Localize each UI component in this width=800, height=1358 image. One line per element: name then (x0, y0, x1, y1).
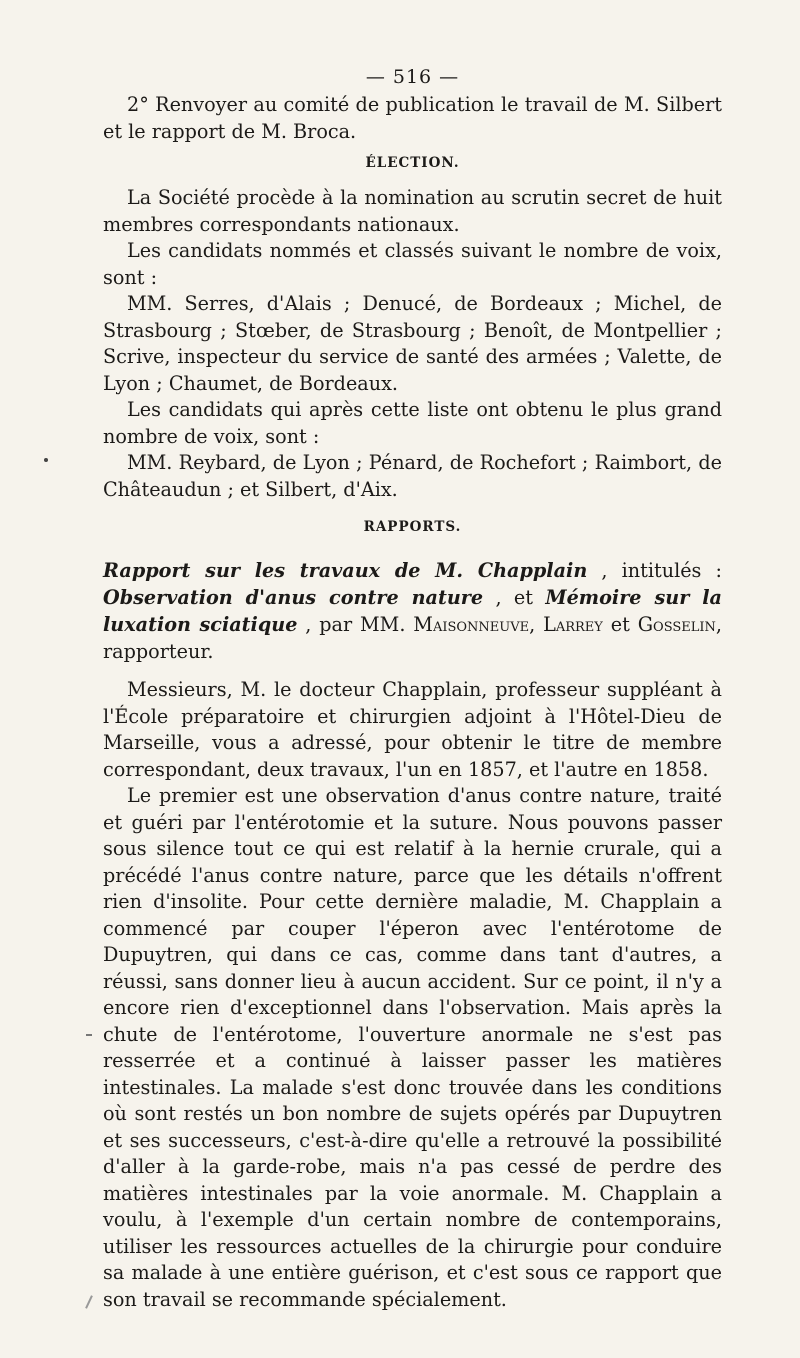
margin-mark (86, 1034, 92, 1036)
report-title-sep-3: , par MM. (297, 613, 414, 636)
rapports-heading: RAPPORTS. (363, 519, 462, 535)
report-title-sep-5: et (602, 613, 638, 636)
ink-speck (44, 458, 48, 462)
report-author-3: Gosselin (637, 613, 716, 636)
election-paragraph-3: MM. Serres, d'Alais ; Denucé, de Bordeaux ; Michel, de Strasbourg ; Stœber, de Strasbourg ; Benoît, de Montpellier ; Scrive, inspecteur du service de santé des armées ; Valette, de Lyon ; Chaumet, de Bordeaux. (103, 292, 722, 395)
report-title-memoire: Mémoire sur la luxation sciatique (103, 586, 722, 636)
election-paragraph-4: Les candidats qui après cette liste ont obtenu le plus grand nombre de voix, sont : (103, 398, 722, 448)
election-heading: ÉLECTION. (365, 155, 460, 171)
rapports-paragraph-2: Le premier est une observation d'anus contre nature, traité et guéri par l'entérotomie et la suture. Nous pouvons passer sous silence tout ce qui est relatif à la hernie crurale, qui a précédé l'anus contre nature, parce que les détails n'offrent rien d'insolite. Pour cette dernière maladie, M. Chapplain a commencé par couper l'éperon avec l'entérotome de Dupuytren, qui dans ce cas, comme dans tant d'autres, a réussi, sans donner lieu à aucun accident. Sur ce point, il n'y a encore rien d'exceptionnel dans l'observation. Mais après la chute de l'entérotome, l'ouverture anormale ne s'est pas resserrée et a continué à laisser passer les matières intestinales. La malade s'est donc trouvée dans les conditions où sont restés un bon nombre de sujets opérés par Dupuytren et ses successeurs, c'est-à-dire qu'elle a retrouvé la possibilité d'aller à la garde-robe, mais n'a pas cessé de perdre des matières intestinales par la voie anormale. M. Chapplain a voulu, à l'exemple d'un certain nombre de contemporains, utiliser les ressources actuelles de la chirurgie pour conduire sa malade à une entière guérison, et c'est sous ce rapport que son travail se recommande spécialement. (103, 784, 722, 1311)
report-title-sep-4: , (529, 613, 544, 636)
report-title (103, 557, 722, 665)
report-title-suffix: , rapporteur. (103, 613, 723, 663)
election-paragraph-1: La Société procède à la nomination au scrutin secret de huit membres correspondants nationaux. (103, 186, 722, 236)
election-paragraph-5: MM. Reybard, de Lyon ; Pénard, de Rochefort ; Raimbort, de Châteaudun ; et Silbert, d'Aix. (103, 451, 722, 501)
page-number: — 516 — (365, 66, 460, 88)
report-author-2: Larrey (543, 613, 603, 636)
election-paragraph-2: Les candidats nommés et classés suivant le nombre de voix, sont : (103, 239, 722, 289)
report-title-observation: Observation d'anus contre nature (103, 586, 484, 609)
report-title-prefix: Rapport sur les travaux de M. Chapplain (103, 559, 588, 582)
intro-paragraph: 2° Renvoyer au comité de publication le travail de M. Silbert et le rapport de M. Broca. (103, 93, 722, 143)
report-title-sep-2: , et (483, 586, 546, 609)
pencil-mark (85, 1295, 93, 1309)
report-author-1: Maisonneuve (413, 613, 530, 636)
report-title-sep-1: , intitulés : (587, 559, 723, 582)
rapports-paragraph-1: Messieurs, M. le docteur Chapplain, professeur suppléant à l'École préparatoire et chirurgien adjoint à l'Hôtel-Dieu de Marseille, vous a adressé, pour obtenir le titre de membre correspondant, deux travaux, l'un en 1857, et l'autre en 1858. (103, 678, 722, 781)
